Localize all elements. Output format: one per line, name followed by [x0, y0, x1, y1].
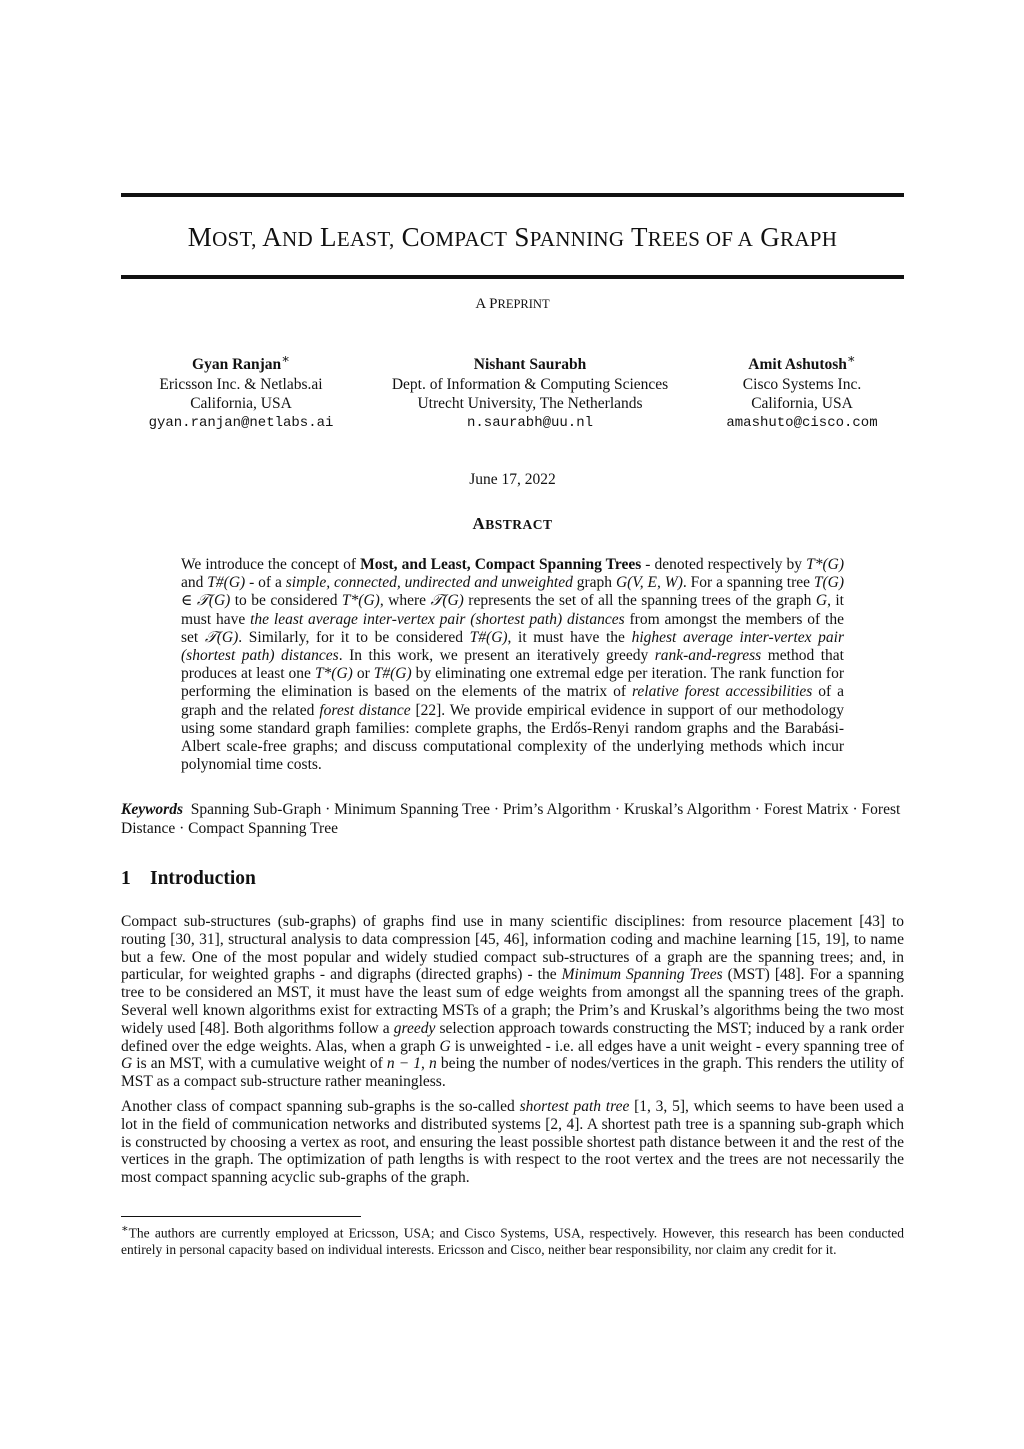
author-block: [362, 349, 698, 433]
abstract-text: We introduce the concept of Most, and Least, Compact Spanning Trees - denoted respectively by T*(G) and T#(G) - of a simple, connected, undirected and unweighted graph G(V, E, W). For a spanning tree T(G) ∈ 𝒯(G) to be considered T*(G), where 𝒯(G) represents the set of all the spanning trees of the graph G, it must have the least average inter-vertex pair (shortest path) distances from amongst the members of the set 𝒯(G). Similarly, for it to be considered T#(G), it must have the highest average inter-vertex pair (shortest path) distances. In this work, we present an iteratively greedy rank-and-regress method that produces at least one T*(G) or T#(G) by eliminating one extremal edge per iteration. The rank function for performing the elimination is based on the elements of the matrix of relative forest accessibilities of a graph and the related forest distance [22]. We provide empirical evidence in support of our methodology using some standard graph families: complete graphs, the Erdős-Renyi random graphs and the Barabási-Albert scale-free graphs; and discuss computational complexity of the underlying methods which incur polynomial time costs.: [181, 556, 845, 774]
author-email: n.saurabh@uu.nl: [466, 414, 594, 431]
title-bottom-rule: [121, 275, 904, 279]
title-top-rule: [121, 193, 904, 197]
author-email: gyan.ranjan@netlabs.ai: [148, 414, 334, 431]
preprint-label: A PREPRINT: [475, 296, 550, 312]
author-affiliation: Dept. of Information & Computing Sciences: [391, 375, 669, 393]
author-block: [121, 349, 361, 433]
author-name: Amit Ashutosh∗: [748, 351, 856, 374]
paragraph: Compact sub-structures (sub-graphs) of graphs find use in many scientific disciplines: from resource placement [43] to routing [30, 31], structural analysis to data compression [45, 46], information coding and machine learning [15, 19], to name but a few. One of the most popular and widely studied compact sub-structures of a graph are the spanning trees; and, in particular, for weighted graphs - and digraphs (directed graphs) - the Minimum Spanning Trees (MST) [48]. For a spanning tree to be considered an MST, it must have the least sum of edge weights from amongst all the spanning trees of the graph. Several well known algorithms exist for extracting MSTs of a graph; the Prim’s and Kruskal’s algorithms being the two most widely used [48]. Both algorithms follow a greedy selection approach towards constructing the MST; induced by a rank order defined over the edge weights. Alas, when a graph G is unweighted - i.e. all edges have a unit weight - every spanning tree of G is an MST, with a cumulative weight of n − 1, n being the number of nodes/vertices in the graph. This renders the utility of MST as a compact sub-structure rather meaningless.: [121, 913, 905, 1091]
publication-date: June 17, 2022: [469, 471, 556, 488]
keywords: [121, 800, 904, 838]
author-name: Nishant Saurabh: [473, 356, 587, 374]
author-email: amashuto@cisco.com: [726, 414, 878, 431]
paragraph: Another class of compact spanning sub-graphs is the so-called shortest path tree [1, 3, 5], which seems to have been used a lot in the field of communication networks and distributed systems [2, 4]. A shortest path tree is a spanning sub-graph which is constructed by choosing a vertex as root, and ensuring the least possible shortest path distance between it and the rest of the vertices in the graph. The optimization of path lengths is with respect to the root vertex and the trees are not necessarily the most compact spanning acyclic sub-graphs of the graph.: [121, 1097, 904, 1187]
author-location: Utrecht University, The Netherlands: [417, 395, 643, 413]
section-heading: 1 Introduction: [121, 868, 256, 889]
keywords-label: Keywords: [121, 801, 183, 818]
author-name: Gyan Ranjan∗: [192, 351, 290, 374]
author-location: California, USA: [751, 395, 853, 413]
introduction-body: [121, 913, 904, 1194]
abstract-heading: ABSTRACT: [472, 514, 553, 533]
footnote: ∗The authors are currently employed at Ericsson, USA; and Cisco Systems, USA, respectively. However, this research has been conducted entirely in personal capacity based on individual interests. Ericsson and Cisco, neither bear responsibility, nor claim any credit for it.: [121, 1223, 904, 1257]
paper-title: MOST, AND LEAST, COMPACT SPANNING TREES OF A GRAPH: [187, 222, 838, 252]
keywords-list: Spanning Sub-Graph · Minimum Spanning Tree · Prim’s Algorithm · Kruskal’s Algorithm · Forest Matrix · Forest Distance · Compact Spanning Tree: [121, 801, 901, 837]
author-block: [700, 349, 904, 433]
author-affiliation: Ericsson Inc. & Netlabs.ai: [159, 375, 323, 393]
author-affiliation: Cisco Systems Inc.: [742, 375, 862, 393]
footnote-rule: [121, 1216, 361, 1217]
author-location: California, USA: [190, 395, 292, 413]
